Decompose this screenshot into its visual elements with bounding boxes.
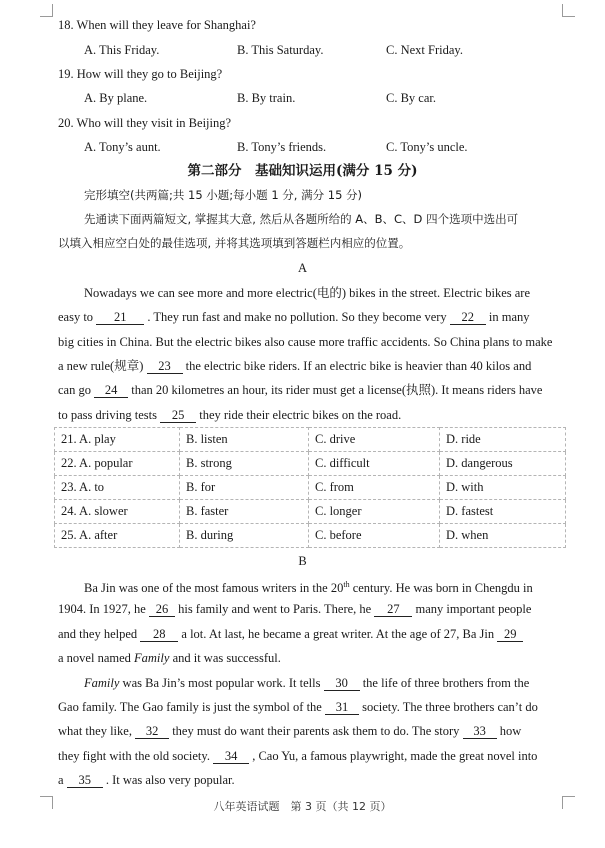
question-20-option-c: C. Tony’s uncle. bbox=[386, 140, 468, 154]
blank-33[interactable]: 33 bbox=[463, 725, 497, 739]
question-19: 19. How will they go to Beijing? bbox=[58, 67, 223, 81]
table-cell: C. before bbox=[309, 524, 440, 548]
passage-b-line-1: Ba Jin was one of the most famous writers in the 20th century. He was born in Chengdu in bbox=[84, 580, 533, 596]
passage-b-line-5: Family was Ba Jin’s most popular work. It tells 30 the life of three brothers from the bbox=[84, 676, 530, 690]
instruction-line-1: 先通读下面两篇短文, 掌握其大意, 然后从各题所给的 A、B、C、D 四个选项中选出可 bbox=[84, 212, 519, 226]
table-cell: B. listen bbox=[180, 428, 309, 452]
blank-26[interactable]: 26 bbox=[149, 603, 175, 617]
table-cell: C. from bbox=[309, 476, 440, 500]
crop-mark-top-left bbox=[40, 4, 53, 17]
blank-25[interactable]: 25 bbox=[160, 409, 196, 423]
table-cell: D. fastest bbox=[440, 500, 566, 524]
passage-a-line-2: easy to 21 . They run fast and make no pollution. So they become very 22 in many bbox=[58, 310, 530, 324]
table-cell: 22. A. popular bbox=[55, 452, 180, 476]
blank-23[interactable]: 23 bbox=[147, 360, 183, 374]
table-cell: 21. A. play bbox=[55, 428, 180, 452]
blank-30[interactable]: 30 bbox=[324, 677, 360, 691]
passage-b-line-6: Gao family. The Gao family is just the symbol of the 31 society. The three brothers can’t do bbox=[58, 700, 538, 714]
blank-34[interactable]: 34 bbox=[213, 750, 249, 764]
options-table bbox=[54, 427, 566, 548]
page-footer: 八年英语试题 第 3 页（共 12 页） bbox=[213, 800, 392, 813]
question-19-option-b: B. By train. bbox=[237, 91, 296, 105]
table-row bbox=[55, 476, 566, 500]
passage-b-line-9: a 35 . It was also very popular. bbox=[58, 773, 235, 787]
blank-29[interactable]: 29 bbox=[497, 628, 523, 642]
passage-b-line-8: they fight with the old society. 34 , Cao Yu, a famous playwright, made the great novel into bbox=[58, 749, 538, 763]
question-18: 18. When will they leave for Shanghai? bbox=[58, 18, 256, 32]
table-cell: D. when bbox=[440, 524, 566, 548]
passage-b-line-2: 1904. In 1927, he 26 his family and went to Paris. There, he 27 many important people bbox=[58, 602, 532, 616]
table-row bbox=[55, 524, 566, 548]
table-cell: 24. A. slower bbox=[55, 500, 180, 524]
passage-b-line-3: and they helped 28 a lot. At last, he became a great writer. At the age of 27, Ba Jin 29 bbox=[58, 626, 561, 642]
table-row bbox=[55, 452, 566, 476]
passage-b-label: B bbox=[298, 554, 307, 568]
blank-32[interactable]: 32 bbox=[135, 725, 169, 739]
blank-31[interactable]: 31 bbox=[325, 701, 359, 715]
table-cell: 25. A. after bbox=[55, 524, 180, 548]
question-18-option-c: C. Next Friday. bbox=[386, 43, 463, 57]
table-cell: D. dangerous bbox=[440, 452, 566, 476]
table-cell: 23. A. to bbox=[55, 476, 180, 500]
passage-b-line-7: what they like, 32 they must do want their parents ask them to do. The story 33 how bbox=[58, 724, 522, 738]
table-cell: B. faster bbox=[180, 500, 309, 524]
table-cell: C. longer bbox=[309, 500, 440, 524]
table-cell: B. strong bbox=[180, 452, 309, 476]
blank-28[interactable]: 28 bbox=[140, 628, 178, 642]
table-cell: D. with bbox=[440, 476, 566, 500]
question-18-option-b: B. This Saturday. bbox=[237, 43, 324, 57]
table-cell: D. ride bbox=[440, 428, 566, 452]
passage-a-line-4: a new rule(规章) 23 the electric bike riders. If an electric bike is heavier than 40 kilos and bbox=[58, 359, 532, 373]
passage-a-line-3: big cities in China. But the electric bikes also cause more traffic accidents. So China plans to make bbox=[58, 335, 553, 349]
cloze-header: 完形填空(共两篇;共 15 小题;每小题 1 分, 满分 15 分) bbox=[84, 188, 363, 202]
passage-a-label: A bbox=[297, 261, 308, 275]
table-row bbox=[55, 428, 566, 452]
passage-a-line-1: Nowadays we can see more and more electric(电的) bikes in the street. Electric bikes are bbox=[84, 286, 530, 300]
instruction-line-2: 以填入相应空白处的最佳选项, 并将其选项填到答题栏内相应的位置。 bbox=[58, 236, 411, 250]
section-title: 第二部分 基础知识运用(满分 15 分) bbox=[187, 163, 418, 179]
question-20-option-b: B. Tony’s friends. bbox=[237, 140, 327, 154]
table-row bbox=[55, 500, 566, 524]
question-19-option-a: A. By plane. bbox=[84, 91, 148, 105]
question-20-option-a: A. Tony’s aunt. bbox=[84, 140, 161, 154]
blank-27[interactable]: 27 bbox=[374, 603, 412, 617]
blank-24[interactable]: 24 bbox=[94, 384, 128, 398]
table-cell: B. for bbox=[180, 476, 309, 500]
table-cell: C. difficult bbox=[309, 452, 440, 476]
blank-21[interactable]: 21 bbox=[96, 311, 144, 325]
question-18-option-a: A. This Friday. bbox=[84, 43, 160, 57]
table-cell: B. during bbox=[180, 524, 309, 548]
question-20: 20. Who will they visit in Beijing? bbox=[58, 116, 232, 130]
question-19-option-c: C. By car. bbox=[386, 91, 436, 105]
passage-a-line-5: can go 24 than 20 kilometres an hour, its rider must get a license(执照). It means riders have bbox=[58, 383, 543, 397]
blank-22[interactable]: 22 bbox=[450, 311, 486, 325]
table-cell: C. drive bbox=[309, 428, 440, 452]
passage-a-line-6: to pass driving tests 25 they ride their electric bikes on the road. bbox=[58, 408, 402, 422]
passage-b-line-4: a novel named Family and it was successful. bbox=[58, 651, 281, 665]
blank-35[interactable]: 35 bbox=[67, 774, 103, 788]
crop-mark-top-right bbox=[562, 4, 575, 17]
